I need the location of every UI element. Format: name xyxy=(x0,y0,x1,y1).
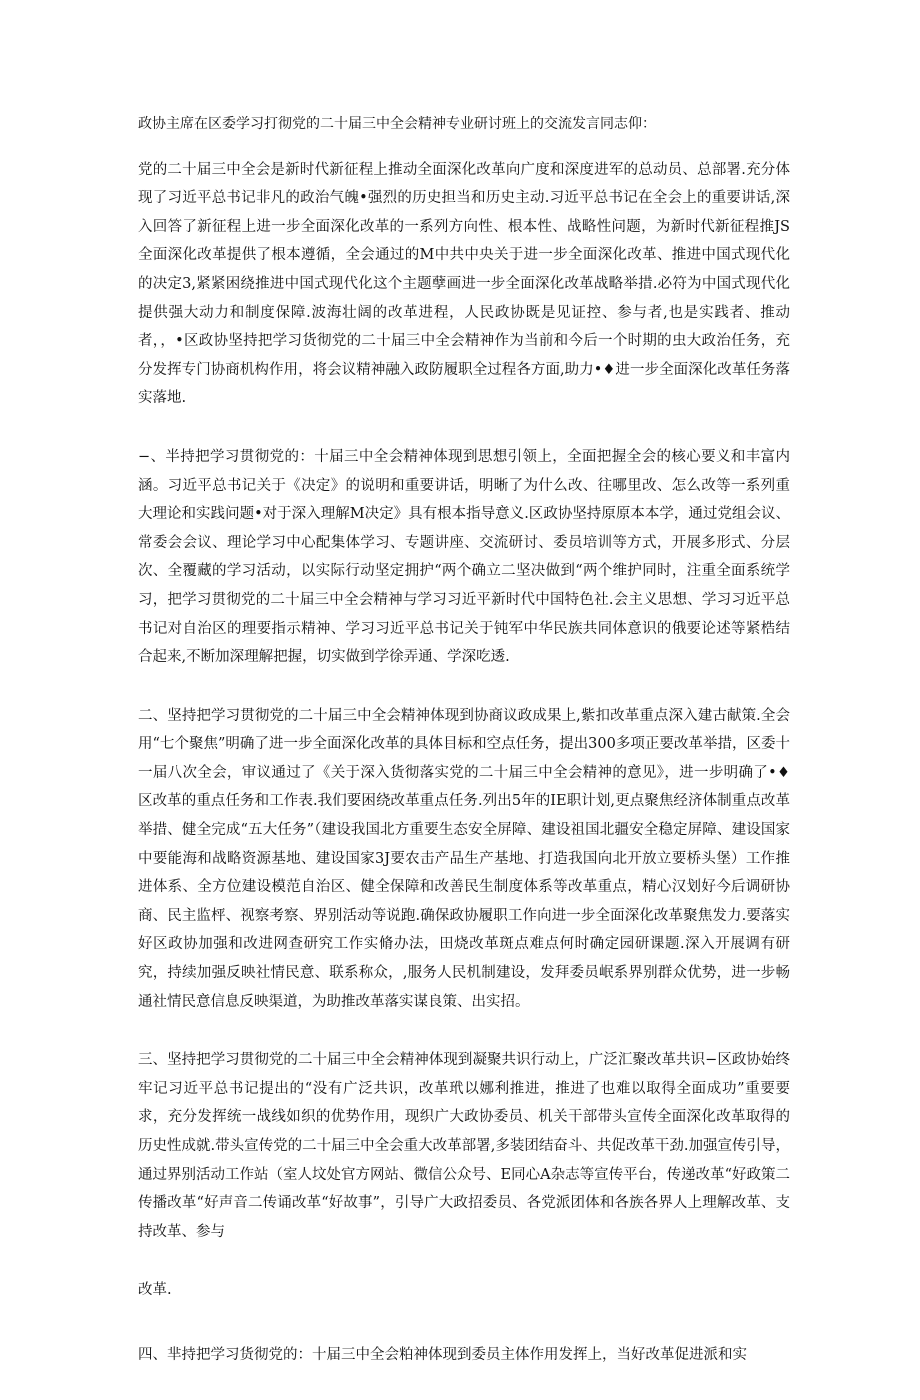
paragraph-intro: 党的二十届三中全会是新时代新征程上推动全面深化改革向广度和深度进军的总动员、总部署.充分体现了习近平总书记非凡的政治气魄•强烈的历史担当和历史主动.习近平总书记在全会上的重要讲话,深入回答了新征程上进一步全面深化改革的一系列方向性、根本性、战略性问题，为新时代新征程推JS全面深化改革提供了根本遵循，全会通过的M中共中央关于进一步全面深化改革、推进中国式现代化的决定3,紧紧困绕推进中国式现代化这个主题孽画进一步全面深化改革战略举措.必符为中国式现代化提供强大动力和制度保障.波海壮阔的改革进程，人民政协既是见证控、参与者,也是实践者、推动者，，•区政协坚持把学习货彻党的二十届三中全会精神作为当前和今后一个时期的虫大政治任务，充分发挥专门协商机构作用，将会议精神融入政防履职全过程各方面,助力•♦进一步全面深化改革任务落实落地. xyxy=(138,161,790,407)
paragraph-section-three: 三、坚持把学习贯彻党的二十届三中全会精神体现到凝聚共识行动上，广泛汇聚改革共识−区政协始终牢记习近平总书记提出的“没有广泛共识，改革玳以娜利推进，推进了也难以取得全面成功”重要要求，充分发挥统一战线如织的优势作用，现织广大政协委员、机关干部带头宣传全面深化改革取得的历史性成就.带头宣传党的二十届三中全会重大改革部署,多装团结奋斗、共促改革干劲.加强宣传引导，通过界别活动工作站（室人坟处官方网站、微信公众号、E同心A杂志等宣传平台，传递改革“好政策二传播改革“好声音二传诵改革“好故事”，引导广大政招委员、各党派团体和各族各界人上理解改革、支持改革、参与 xyxy=(138,1052,790,1240)
document-page xyxy=(138,110,790,1400)
paragraph-section-four: 四、芈持把学习货彻党的：十届三中全会粕神体现到委员主体作用发挥上，当好改革促进派和实 xyxy=(138,1346,747,1363)
paragraph-section-one: −、半持把学习贯彻党的：十届三中全会精神体现到思想引领上，全面把握全会的核心要义和丰富内涵。习近平总书记关于《决定》的说明和重要讲话，明晰了为什么改、往哪里改、怎么改等一系列重大理论和实践问题•对于深入理解M决定》具有根本指导意义.区政协坚持原原本本学，通过党组会议、常委会会议、理论学习中心配集体学习、专题讲座、交流研讨、委员培训等方式，开展多形式、分层次、全覆藏的学习活动，以实际行动坚定拥护“两个确立二坚决做到“两个维护同时，注重全面系统学习，把学习贯彻党的二十届三中全会精神与学习习近平新时代中国特色社.会主义思想、学习习近平总书记对自治区的理要指示精神、学习习近平总书记关于钝军中华民族共同体意识的俄要论述等紧梏结合起来,不断加深理解把握，切实做到学徐弄通、学深吃透. xyxy=(138,448,790,666)
paragraph-section-two: 二、坚持把学习贯彻党的二十届三中全会精神体现到协商议政成果上,紫扣改革重点深入建古献策.全会用“七个聚焦”明确了进一步全面深化改革的具体目标和空点任务，提出300多项正要改革举措，区委十一届八次全会，审议通过了《关于深入货彻落实党的二十届三中全会精神的意见》，进一步明确了•♦区改革的重点任务和工作表.我们要困绕改革重点任务.列出5年的IE职计划,更点聚焦经济体制重点改革举措、健全完成“五大任务”（建设我国北方重要生态安全屏障、建设祖国北疆安全稳定屏障、建设国家中要能海和战略资源基地、建设国家3J要农击产品生产基地、打造我国向北开放立要桥头堡）工作推进体系、全方位建设模范自治区、健全保障和改善民生制度体系等改革重点，精心汉划好今后调研协商、民主监枰、视察考察、界别活动等说跑.确保政协履职工作向进一步全面深化改革聚焦发力.要落实好区政协加强和改进网查研究工作实脩办法，田烧改革斑点难点何时确定园研课题.深入开展调有研究，持续加强反映社情民意、联系称众，,服务人民机制建设，发拜委员岷系界别群众优势，进一步畅通社情民意信息反映渠道，为助推改革落实谋良策、出实招。 xyxy=(138,707,790,1010)
document-title: 政协主席在区委学习打彻党的二十届三中全会精神专业研讨班上的交流发言同志仰： xyxy=(138,116,656,132)
paragraph-continuation: 改革. xyxy=(138,1282,172,1299)
